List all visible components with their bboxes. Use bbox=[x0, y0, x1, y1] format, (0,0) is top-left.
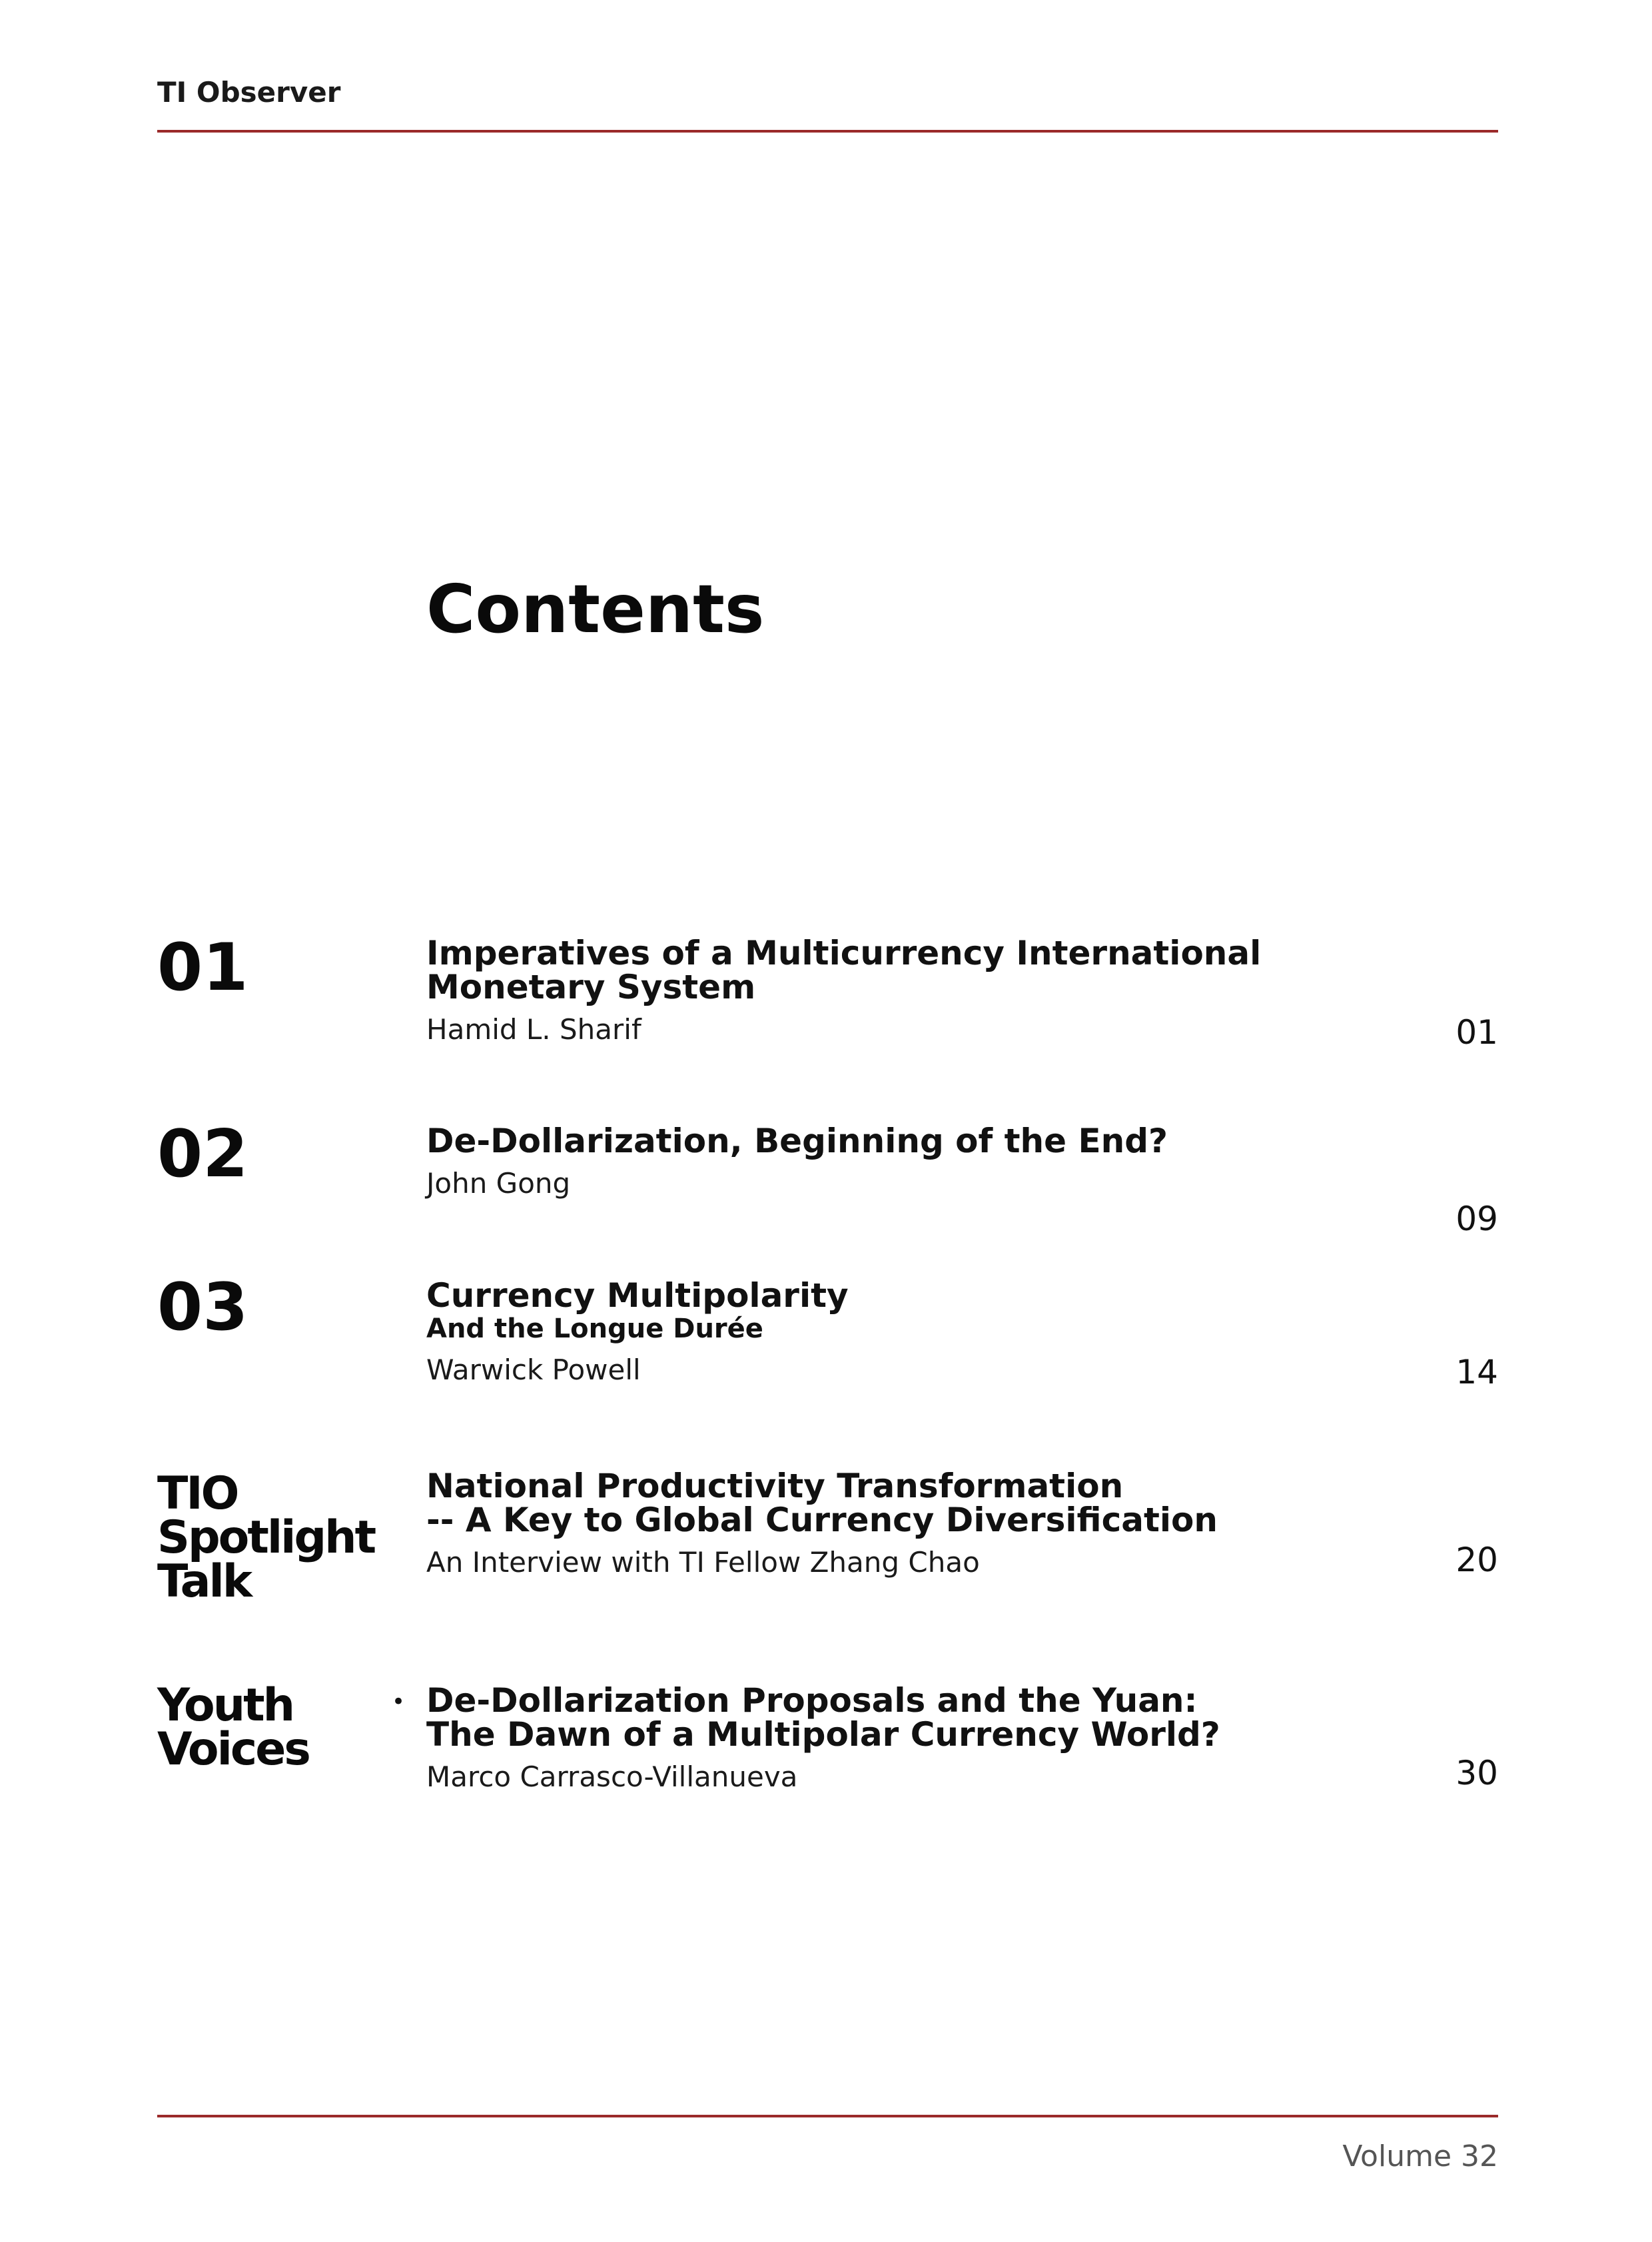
toc-entry-title: De-Dollarization Proposals and the Yuan: The Dawn of a Multipolar Currency World? bbox=[426, 1681, 1220, 1754]
toc-entry-author: John Gong bbox=[426, 1167, 571, 1200]
toc-entry[interactable] bbox=[426, 1276, 1426, 1389]
page-title: Contents bbox=[426, 570, 765, 648]
toc-entry-title: Currency Multipolarity bbox=[426, 1276, 849, 1315]
toc-entry-page-number: 09 bbox=[1455, 1200, 1498, 1238]
toc-entry-title: National Productivity Transformation -- A Key to Global Currency Diversification bbox=[426, 1467, 1218, 1539]
toc-entry-page-number: 14 bbox=[1455, 1353, 1498, 1391]
volume-label: Volume 32 bbox=[1342, 2139, 1498, 2173]
toc-entry-section-label: TIO Spotlight Talk bbox=[157, 1467, 375, 1608]
toc-entry-page-number: 20 bbox=[1455, 1541, 1498, 1579]
toc-entry-page-number: 01 bbox=[1455, 1013, 1498, 1052]
toc-entry-author: An Interview with TI Fellow Zhang Chao bbox=[426, 1546, 980, 1579]
toc-entry[interactable] bbox=[426, 936, 1426, 1048]
header-rule bbox=[157, 130, 1498, 133]
toc-entry-section-number: 03 bbox=[157, 1270, 248, 1345]
bullet-icon: • bbox=[392, 1688, 406, 1715]
toc-entry-title: De-Dollarization, Beginning of the End? bbox=[426, 1122, 1168, 1160]
toc-entry-author: Warwick Powell bbox=[426, 1353, 641, 1386]
toc-entry-section-label: Youth Voices bbox=[157, 1679, 309, 1776]
toc-entry-subtitle: And the Longue Durée bbox=[426, 1313, 763, 1344]
footer-rule bbox=[157, 2115, 1498, 2117]
toc-entry-author: Hamid L. Sharif bbox=[426, 1013, 641, 1046]
running-header: TI Observer bbox=[157, 76, 341, 109]
toc-entry-title: Imperatives of a Multicurrency International Monetary System bbox=[426, 934, 1262, 1006]
toc-entry-section-number: 02 bbox=[157, 1116, 248, 1192]
toc-entry[interactable] bbox=[426, 1681, 1426, 1796]
toc-entry[interactable] bbox=[426, 1124, 1426, 1202]
toc-entry-section-number: 01 bbox=[157, 930, 248, 1006]
toc-entry-author: Marco Carrasco-Villanueva bbox=[426, 1760, 798, 1793]
toc-entry-page-number: 30 bbox=[1455, 1754, 1498, 1792]
toc-entry[interactable] bbox=[426, 1469, 1426, 1581]
